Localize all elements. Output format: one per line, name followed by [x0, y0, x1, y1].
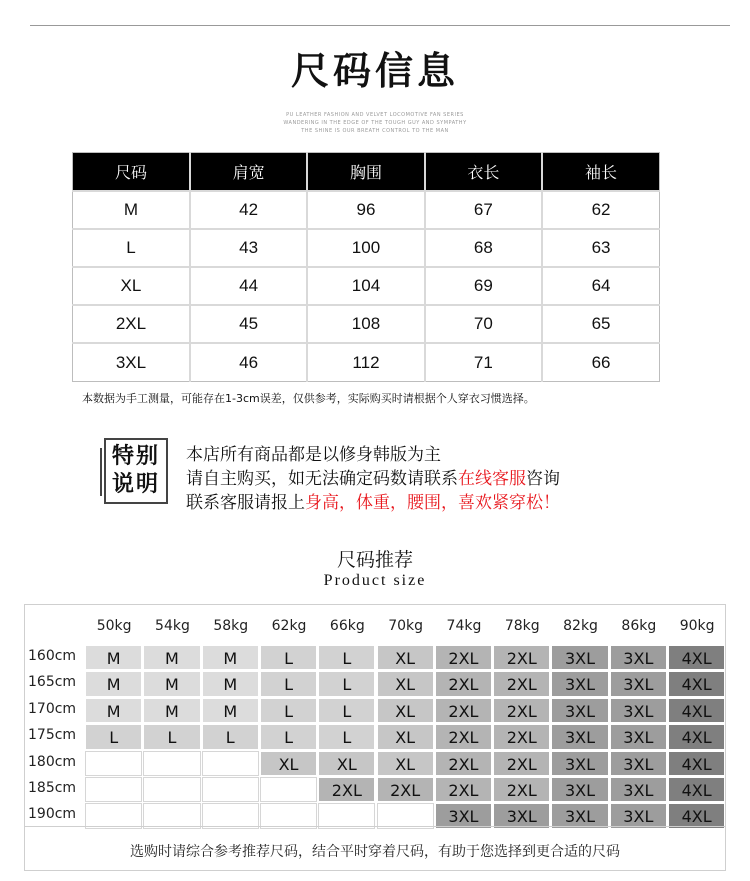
size-cell: 3XL [551, 803, 608, 828]
size-cell: 4XL [668, 803, 725, 828]
header-sleeve: 袖长 [542, 153, 659, 191]
size-cell: 2XL [493, 751, 550, 776]
size-cell: 3XL [551, 671, 608, 696]
grid-footer-divider [24, 826, 726, 827]
size-cell [318, 803, 375, 828]
size-cell: 2XL [435, 751, 492, 776]
page-title: 尺码信息 [290, 49, 459, 93]
size-cell [202, 751, 259, 776]
table-cell: M [73, 191, 190, 229]
measurement-note: 本数据为手工测量，可能存在1-3cm误差，仅供参考，实际购买时请根据个人穿衣习惯选择。 [82, 392, 535, 405]
size-cell: 3XL [551, 698, 608, 723]
recommend-title: 尺码推荐 [336, 549, 413, 571]
weight-label: 82kg [563, 618, 598, 634]
height-label: 175cm [28, 727, 77, 744]
size-cell: 3XL [610, 698, 667, 723]
size-cell: 2XL [493, 671, 550, 696]
weight-label: 54kg [155, 618, 190, 634]
weight-label: 86kg [621, 618, 657, 634]
size-cell: L [260, 671, 317, 696]
size-cell: L [260, 698, 317, 723]
size-cell: 4XL [668, 698, 725, 723]
weight-label: 62kg [271, 618, 307, 634]
size-cell: M [143, 698, 200, 723]
height-label: 170cm [28, 700, 77, 717]
size-cell: 2XL [493, 724, 550, 749]
size-cell [143, 777, 200, 802]
size-cell: 2XL [493, 698, 550, 723]
size-cell: 4XL [668, 777, 725, 802]
size-cell: 2XL [377, 777, 434, 802]
weight-label: 50kg [96, 618, 132, 634]
table-cell: 64 [542, 267, 659, 305]
height-label: 190cm [28, 806, 77, 823]
header-shoulder: 肩宽 [190, 153, 307, 191]
size-cell: M [85, 645, 142, 670]
table-cell: L [73, 229, 190, 267]
notice-line-1: 本店所有商品都是以修身韩版为主 [186, 445, 441, 465]
table-cell: 69 [425, 267, 542, 305]
weight-label: 70kg [388, 618, 424, 634]
table-row [73, 229, 660, 267]
header-length: 衣长 [425, 153, 542, 191]
size-cell [260, 803, 317, 828]
header-size: 尺码 [73, 153, 190, 191]
size-cell [202, 777, 259, 802]
size-cell: 2XL [318, 777, 375, 802]
size-cell: 3XL [610, 803, 667, 828]
table-row [73, 305, 660, 343]
size-cell: M [85, 671, 142, 696]
table-cell: 62 [542, 191, 659, 229]
table-cell: 63 [542, 229, 659, 267]
size-cell: L [143, 724, 200, 749]
size-cell: 4XL [668, 751, 725, 776]
size-cell: XL [260, 751, 317, 776]
table-cell: 71 [425, 343, 542, 381]
table-row [73, 191, 660, 229]
size-cell: 3XL [610, 751, 667, 776]
notice-text: 联系客服请报上 [186, 493, 305, 513]
size-cell: 3XL [551, 724, 608, 749]
size-cell: L [202, 724, 259, 749]
size-cell: 2XL [435, 724, 492, 749]
table-cell: 68 [425, 229, 542, 267]
size-cell: 3XL [610, 671, 667, 696]
table-cell: 112 [307, 343, 424, 381]
table-cell: 70 [425, 305, 542, 343]
fine-print-line: THE SHINE IS OUR BREATH CONTROL TO THE MAN [301, 128, 449, 134]
weight-label: 78kg [504, 618, 540, 634]
size-cell [377, 803, 434, 828]
size-cell: 3XL [551, 777, 608, 802]
size-cell: L [260, 724, 317, 749]
notice-line-3 [186, 488, 560, 513]
size-cell: L [260, 645, 317, 670]
size-cell: L [318, 671, 375, 696]
table-cell: 46 [190, 343, 307, 381]
size-cell [260, 777, 317, 802]
table-cell: 2XL [73, 305, 190, 343]
header-chest: 胸围 [307, 153, 424, 191]
badge-line: 特别 [111, 444, 160, 469]
table-cell: XL [73, 267, 190, 305]
height-label: 160cm [28, 648, 77, 664]
size-cell: 3XL [435, 803, 492, 828]
size-cell: 2XL [435, 698, 492, 723]
size-cell: 2XL [435, 645, 492, 670]
size-cell: XL [377, 645, 434, 670]
size-cell [85, 751, 142, 776]
size-cell: M [202, 698, 259, 723]
size-cell: M [143, 645, 200, 670]
notice-text: 请自主购买，如无法确定码数请联系 [186, 469, 458, 489]
size-cell: 3XL [610, 645, 667, 670]
size-cell: XL [318, 751, 375, 776]
size-cell: L [318, 724, 375, 749]
size-cell [202, 803, 259, 828]
size-cell: 3XL [610, 777, 667, 802]
size-cell: 2XL [435, 777, 492, 802]
size-cell: M [85, 698, 142, 723]
size-cell: 3XL [493, 803, 550, 828]
size-cell [85, 777, 142, 802]
height-label: 180cm [28, 753, 77, 770]
notice-line-2 [186, 464, 560, 489]
size-info-table [72, 152, 660, 382]
table-row [73, 267, 660, 305]
table-cell: 42 [190, 191, 307, 229]
weight-label: 74kg [446, 618, 482, 634]
recommend-footer-note: 选购时请综合参考推荐尺码，结合平时穿着尺码，有助于您选择到更合适的尺码 [130, 844, 620, 860]
table-cell: 3XL [73, 343, 190, 381]
size-cell: XL [377, 724, 434, 749]
size-cell: 4XL [668, 671, 725, 696]
size-cell: XL [377, 671, 434, 696]
size-cell: 4XL [668, 645, 725, 670]
table-cell: 104 [307, 267, 424, 305]
table-cell: 108 [307, 305, 424, 343]
height-label: 185cm [28, 780, 77, 796]
weight-label: 66kg [329, 618, 365, 634]
size-cell: M [202, 645, 259, 670]
size-cell: 2XL [493, 645, 550, 670]
table-cell: 67 [425, 191, 542, 229]
notice-text: 咨询 [526, 469, 560, 489]
special-notice-badge [104, 438, 168, 504]
size-table-header-row [73, 153, 660, 191]
size-cell: XL [377, 751, 434, 776]
fine-print-line: PU LEATHER FASHION AND VELVET LOCOMOTIVE FAN SERIES [286, 112, 464, 118]
size-cell: 3XL [551, 751, 608, 776]
weight-label: 58kg [213, 618, 249, 634]
size-cell [143, 803, 200, 828]
table-cell: 96 [307, 191, 424, 229]
size-cell: 3XL [551, 645, 608, 670]
table-cell: 43 [190, 229, 307, 267]
badge-line: 说明 [111, 472, 160, 497]
size-cell: L [85, 724, 142, 749]
size-cell: XL [377, 698, 434, 723]
table-cell: 44 [190, 267, 307, 305]
weight-label: 90kg [679, 618, 715, 634]
size-cell: 4XL [668, 724, 725, 749]
size-cell [85, 803, 142, 828]
height-label: 165cm [28, 674, 77, 691]
size-cell [143, 751, 200, 776]
size-cell: L [318, 645, 375, 670]
size-cell: 3XL [610, 724, 667, 749]
table-cell: 100 [307, 229, 424, 267]
size-cell: 2XL [435, 671, 492, 696]
table-cell: 65 [542, 305, 659, 343]
notice-highlight: 身高，体重，腰围，喜欢紧穿松！ [305, 493, 560, 513]
fine-print-line: WANDERING IN THE EDGE OF THE TOUGH GUY AND SYMPATHY [283, 120, 467, 126]
notice-highlight: 在线客服 [458, 469, 526, 489]
size-cell: M [202, 671, 259, 696]
size-cell: M [143, 671, 200, 696]
table-cell: 66 [542, 343, 659, 381]
table-row [73, 343, 660, 381]
top-divider [30, 25, 730, 26]
table-cell: 45 [190, 305, 307, 343]
size-cell: 2XL [493, 777, 550, 802]
size-cell: L [318, 698, 375, 723]
recommend-subtitle: Product size [323, 572, 427, 589]
